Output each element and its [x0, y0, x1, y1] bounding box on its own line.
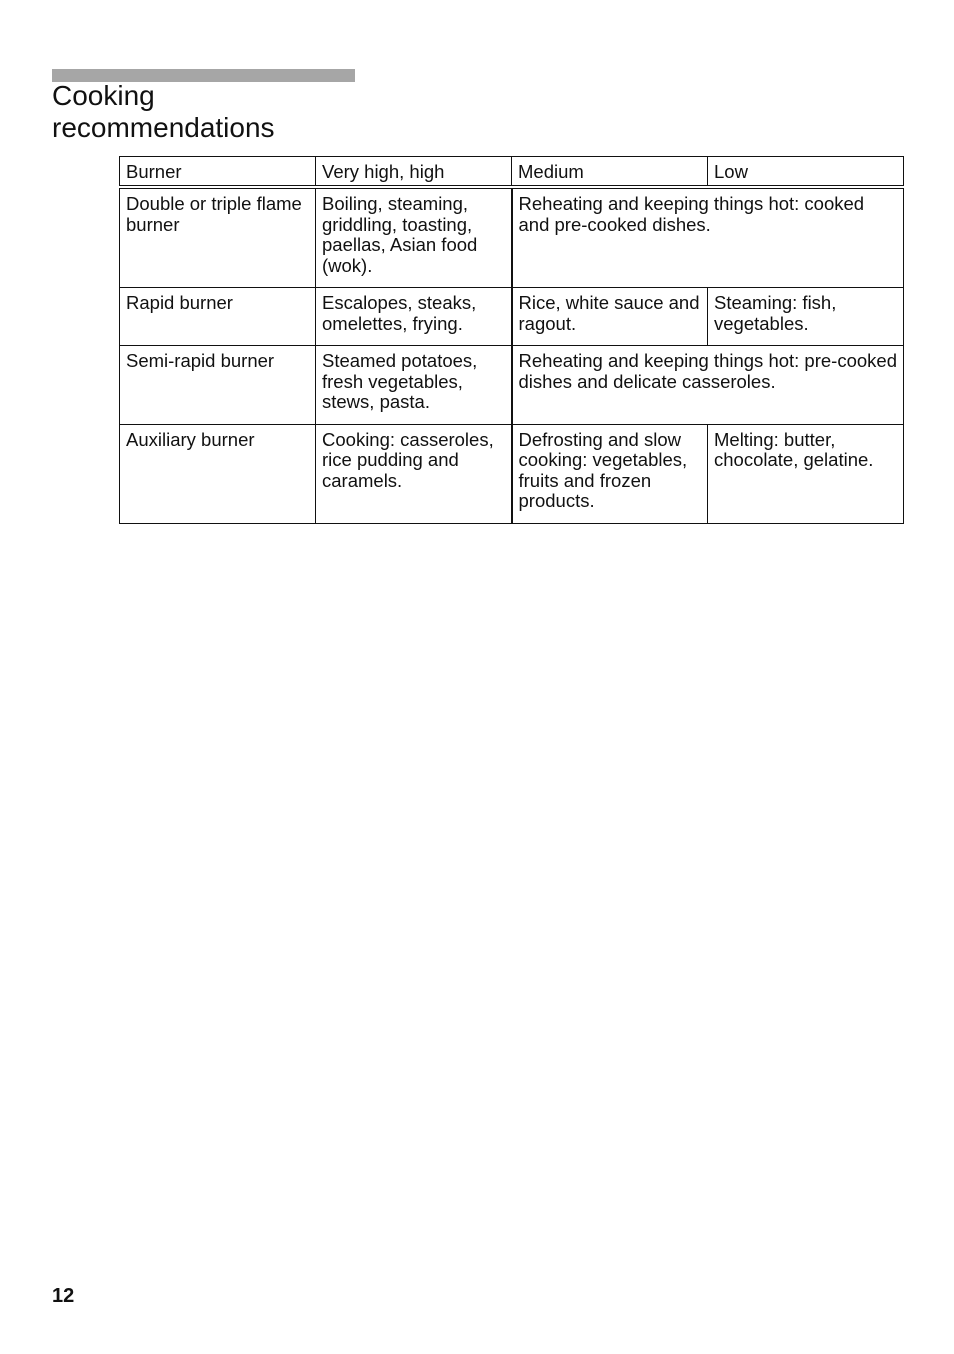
cell-low: Steaming: fish, vegetables. — [708, 288, 904, 346]
table-row — [120, 288, 904, 346]
page-title-line-2: recommendations — [52, 112, 275, 143]
cell-medium-low: Reheating and keeping things hot: cooked and pre-cooked dishes. — [512, 187, 904, 288]
page-number: 12 — [52, 1285, 75, 1307]
cell-very-high-high: Cooking: casseroles, rice pudding and caramels. — [316, 424, 512, 523]
header-very-high-high: Very high, high — [316, 157, 512, 188]
header-burner: Burner — [120, 157, 316, 188]
cell-medium: Rice, white sauce and ragout. — [512, 288, 708, 346]
cell-very-high-high: Steamed potatoes, fresh vegetables, stews, pasta. — [316, 346, 512, 425]
table-row — [120, 187, 904, 288]
cell-medium: Defrosting and slow cooking: vegetables, fruits and frozen products. — [512, 424, 708, 523]
header-low: Low — [708, 157, 904, 188]
page-title-line-1: Cooking — [52, 80, 155, 111]
cell-burner: Semi-rapid burner — [120, 346, 316, 425]
table-row — [120, 424, 904, 523]
header-medium: Medium — [512, 157, 708, 188]
table-row — [120, 346, 904, 425]
table-header-row — [120, 157, 904, 188]
cooking-recommendations-table — [119, 156, 904, 524]
cell-medium-low: Reheating and keeping things hot: pre-cooked dishes and delicate casseroles. — [512, 346, 904, 425]
cell-burner: Rapid burner — [120, 288, 316, 346]
cell-very-high-high: Escalopes, steaks, omelettes, frying. — [316, 288, 512, 346]
cell-burner: Auxiliary burner — [120, 424, 316, 523]
cell-very-high-high: Boiling, steaming, griddling, toasting, paellas, Asian food (wok). — [316, 187, 512, 288]
cell-low: Melting: butter, chocolate, gelatine. — [708, 424, 904, 523]
page-title — [52, 80, 552, 144]
cell-burner: Double or triple flame burner — [120, 187, 316, 288]
